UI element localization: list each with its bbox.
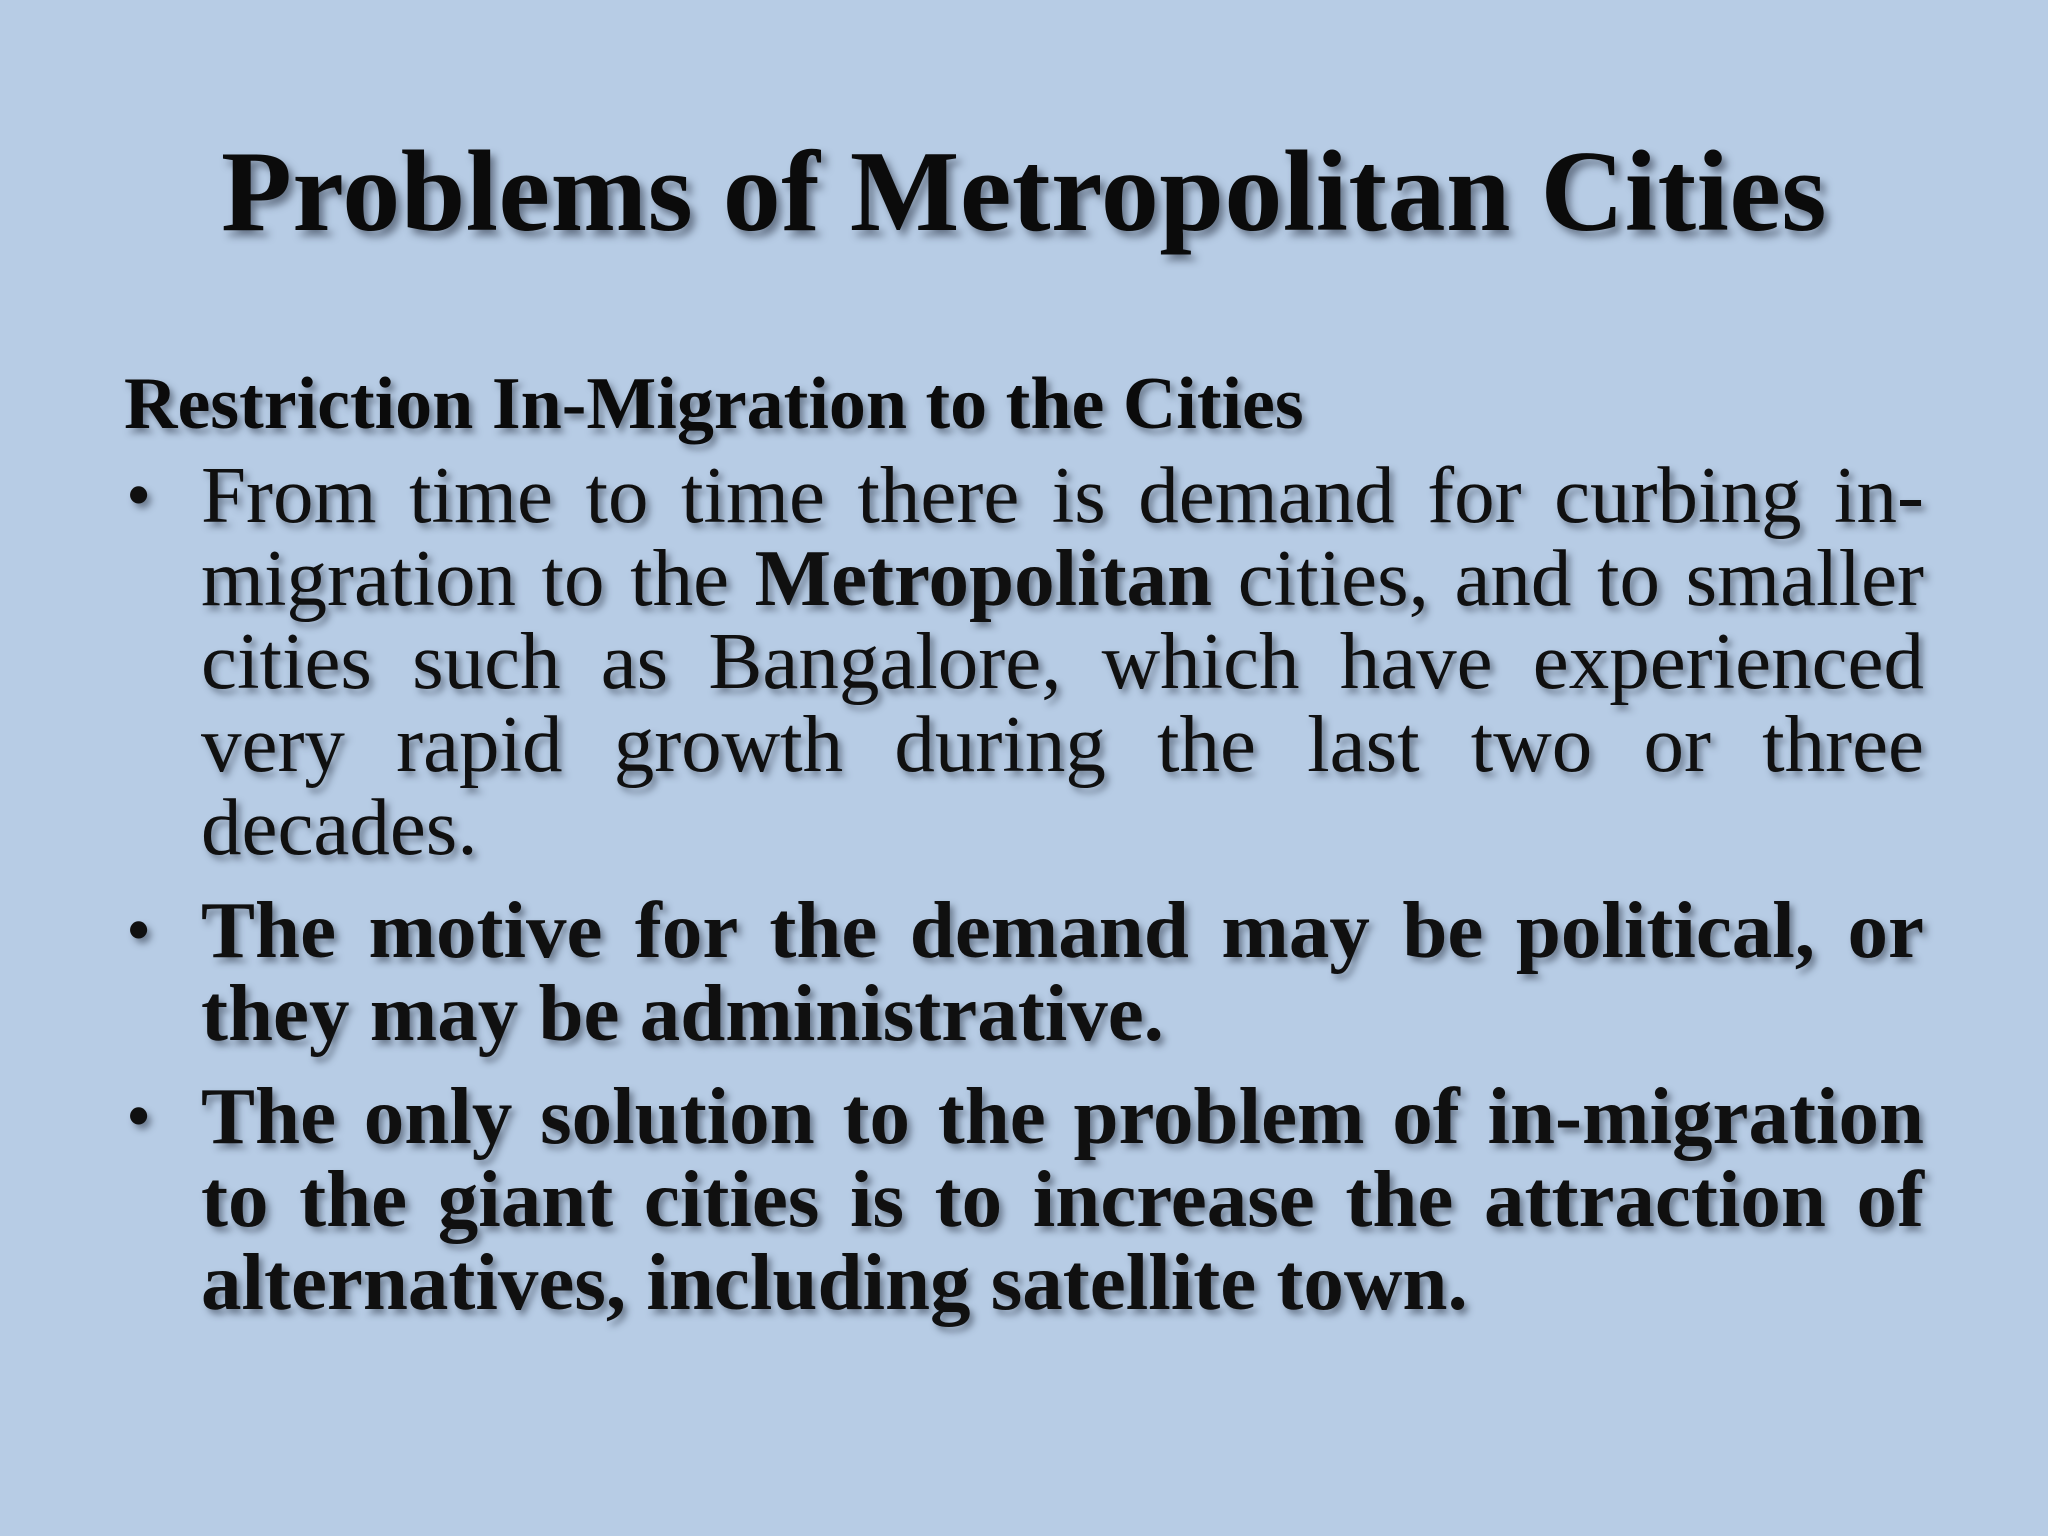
bullet-icon: •: [126, 1076, 152, 1156]
bullet-1-bold-word: Metropolitan: [754, 533, 1213, 623]
bullet-1-text-after: cities, and to smaller cities such as Bangalore, which have experienced very rapid growth during the last two or three decades.: [201, 533, 1924, 872]
bullet-item-1: [124, 450, 1924, 872]
bullet-icon: •: [126, 455, 152, 535]
slide-content: [124, 360, 1924, 1327]
slide-title: Problems of Metropolitan Cities: [221, 128, 1827, 256]
subheading: Restriction In-Migration to the Cities: [124, 363, 1304, 445]
bullet-list: [124, 450, 1924, 1327]
bullet-icon: •: [126, 890, 152, 970]
bullet-item-3: [124, 1071, 1924, 1327]
bullet-item-2: [124, 885, 1924, 1058]
bullet-1-text-before: From time to time there is demand for curbing in-migration to the: [201, 450, 1924, 623]
bullet-3-text: The only solution to the problem of in-migration to the giant cities is to increase the attraction of alternatives, including satellite town.: [201, 1071, 1924, 1327]
bullet-2-text: The motive for the demand may be political, or they may be administrative.: [201, 885, 1924, 1058]
